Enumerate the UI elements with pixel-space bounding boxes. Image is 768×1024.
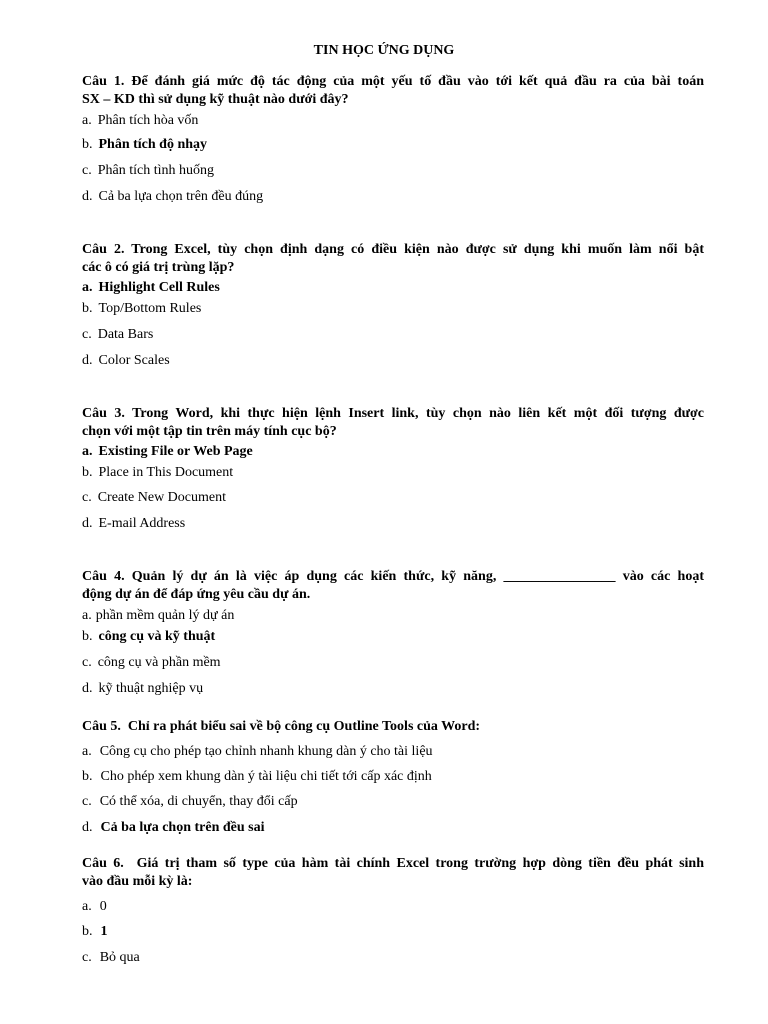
question-6-option-c — [82, 949, 704, 967]
option-letter: a. — [82, 113, 92, 128]
question-1-option-c — [82, 162, 704, 180]
question-2-text — [82, 241, 704, 277]
question-6-option-b — [82, 923, 704, 941]
option-text: công cụ và phần mềm — [97, 655, 221, 670]
question-1-option-d — [82, 188, 704, 206]
option-letter: c. — [82, 490, 92, 505]
option-text: kỹ thuật nghiệp vụ — [98, 681, 204, 696]
question-1-option-b — [82, 136, 704, 154]
option-text: Color Scales — [98, 353, 170, 368]
question-2-option-a — [82, 279, 704, 297]
option-text: Cho phép xem khung dàn ý tài liệu chi tiết tới cấp xác định — [100, 769, 432, 784]
option-letter: b. — [82, 629, 93, 644]
question-6-option-a — [82, 898, 704, 916]
question-4-line-1: Câu 4. Quản lý dự án là việc áp dụng các kiến thức, kỹ năng, ________________ vào các hoạt — [82, 569, 704, 584]
option-text: công cụ và kỹ thuật — [98, 629, 216, 644]
question-5-text — [82, 718, 704, 736]
question-5-option-b — [82, 768, 704, 786]
option-text: Top/Bottom Rules — [98, 301, 202, 316]
option-letter: a. — [82, 899, 92, 914]
question-1-option-a — [82, 112, 704, 130]
question-6-line-2: vào đầu mỗi kỳ là: — [82, 874, 193, 889]
question-3-option-d — [82, 515, 704, 533]
option-letter: c. — [82, 950, 92, 965]
question-5-option-a — [82, 743, 704, 761]
option-text: phần mềm quản lý dự án — [95, 608, 235, 623]
question-2-line-1: Câu 2. Trong Excel, tùy chọn định dạng có điều kiện nào được sử dụng khi muốn làm nổi bật — [82, 242, 704, 257]
question-3-text — [82, 405, 704, 441]
option-letter: c. — [82, 794, 92, 809]
option-letter: d. — [82, 353, 93, 368]
option-letter: d. — [82, 681, 93, 696]
question-2-option-b — [82, 300, 704, 318]
question-6-line-1: Câu 6. Giá trị tham số type của hàm tài chính Excel trong trường hợp dòng tiền đều phát sinh — [82, 856, 704, 871]
question-3-option-b — [82, 464, 704, 482]
option-letter: c. — [82, 655, 92, 670]
option-text: Cả ba lựa chọn trên đều sai — [100, 820, 265, 835]
option-letter: d. — [82, 516, 93, 531]
option-letter: b. — [82, 924, 93, 939]
option-text: Highlight Cell Rules — [98, 280, 220, 295]
question-4-line-2: động dự án để đáp ứng yêu cầu dự án. — [82, 587, 311, 602]
option-letter: b. — [82, 769, 93, 784]
option-text: Data Bars — [97, 327, 154, 342]
question-2-option-c — [82, 326, 704, 344]
document-title: TIN HỌC ỨNG DỤNG — [313, 43, 455, 58]
option-letter: a. — [82, 608, 92, 623]
question-6-text — [82, 855, 704, 891]
option-letter: c. — [82, 327, 92, 342]
question-3-option-a — [82, 443, 704, 461]
question-4-option-c — [82, 654, 704, 672]
question-4-text — [82, 568, 704, 604]
question-3-line-2: chọn với một tập tin trên máy tính cục bộ? — [82, 424, 337, 439]
option-text: 0 — [99, 899, 107, 914]
question-2-line-2: các ô có giá trị trùng lặp? — [82, 260, 235, 275]
option-text: Bỏ qua — [99, 950, 140, 965]
option-letter: a. — [82, 280, 93, 295]
question-5-line-1: Câu 5. Chỉ ra phát biểu sai về bộ công cụ Outline Tools của Word: — [82, 719, 481, 734]
option-letter: d. — [82, 820, 93, 835]
option-text: Có thể xóa, di chuyển, thay đổi cấp — [99, 794, 298, 809]
question-3-option-c — [82, 489, 704, 507]
option-letter: b. — [82, 301, 93, 316]
question-1-text — [82, 73, 704, 109]
option-text: 1 — [100, 924, 108, 939]
option-text: Place in This Document — [98, 465, 234, 480]
option-text: E-mail Address — [98, 516, 186, 531]
question-1-line-1: Câu 1. Để đánh giá mức độ tác động của một yếu tố đầu vào tới kết quả đầu ra của bài toán — [82, 74, 704, 89]
option-text: Phân tích độ nhạy — [98, 137, 208, 152]
question-5-option-c — [82, 793, 704, 811]
question-5-option-d — [82, 819, 704, 837]
option-letter: b. — [82, 137, 93, 152]
option-letter: b. — [82, 465, 93, 480]
option-letter: a. — [82, 444, 93, 459]
option-text: Existing File or Web Page — [98, 444, 253, 459]
question-2-option-d — [82, 352, 704, 370]
question-4-option-a — [82, 607, 704, 625]
question-1-line-2: SX – KD thì sử dụng kỹ thuật nào dưới đây? — [82, 92, 349, 107]
option-letter: c. — [82, 163, 92, 178]
option-text: Create New Document — [97, 490, 227, 505]
option-letter: a. — [82, 744, 92, 759]
question-4-option-b — [82, 628, 704, 646]
option-text: Phân tích hòa vốn — [97, 113, 199, 128]
option-letter: d. — [82, 189, 93, 204]
option-text: Cả ba lựa chọn trên đều đúng — [98, 189, 264, 204]
question-4-option-d — [82, 680, 704, 698]
option-text: Công cụ cho phép tạo chỉnh nhanh khung dàn ý cho tài liệu — [99, 744, 433, 759]
option-text: Phân tích tình huống — [97, 163, 214, 178]
question-3-line-1: Câu 3. Trong Word, khi thực hiện lệnh Insert link, tùy chọn nào liên kết một đối tượng được — [82, 406, 704, 421]
